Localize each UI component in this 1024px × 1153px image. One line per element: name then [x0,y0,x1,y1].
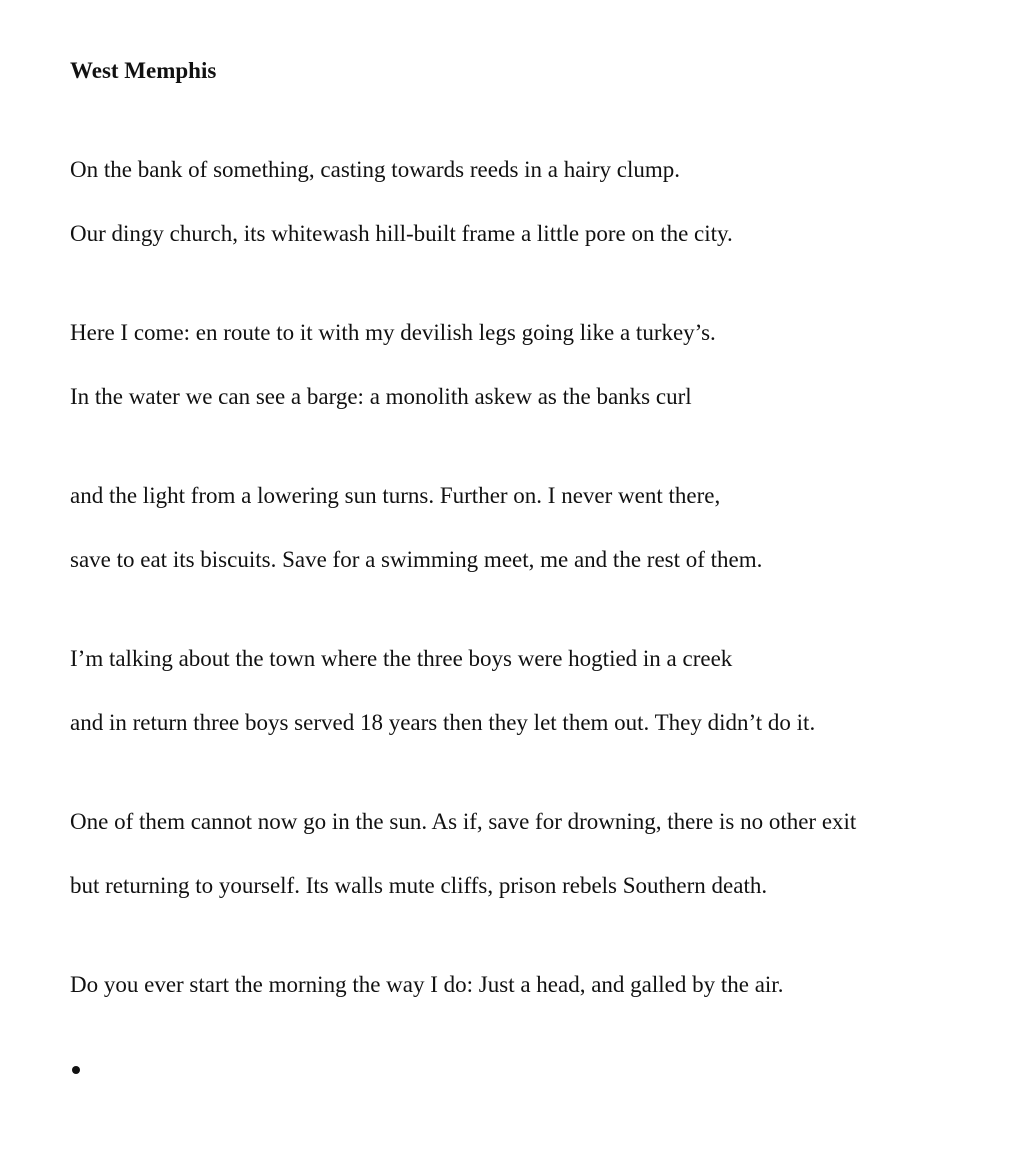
poem-line: but returning to yourself. Its walls mute cliffs, prison rebels Southern death. [70,873,768,898]
poem-line: Our dingy church, its whitewash hill-built frame a little pore on the city. [70,221,733,246]
poem-line: and in return three boys served 18 years then they let them out. They didn’t do it. [70,710,816,735]
poem-line: and the light from a lowering sun turns. Further on. I never went there, [70,483,721,508]
poem-line: Here I come: en route to it with my devilish legs going like a turkey’s. [70,320,716,345]
poem-line: One of them cannot now go in the sun. As if, save for drowning, there is no other exit [70,809,857,834]
poem-line: I’m talking about the town where the three boys were hogtied in a creek [70,646,733,671]
poem-line: save to eat its biscuits. Save for a swimming meet, me and the rest of them. [70,547,763,572]
poem-line: Do you ever start the morning the way I do: Just a head, and galled by the air. [70,972,784,997]
poem-line: On the bank of something, casting towards reeds in a hairy clump. [70,157,680,182]
poem-title: West Memphis [70,58,217,83]
poem-line: In the water we can see a barge: a monolith askew as the banks curl [70,384,692,409]
bullet-point [72,1066,80,1074]
